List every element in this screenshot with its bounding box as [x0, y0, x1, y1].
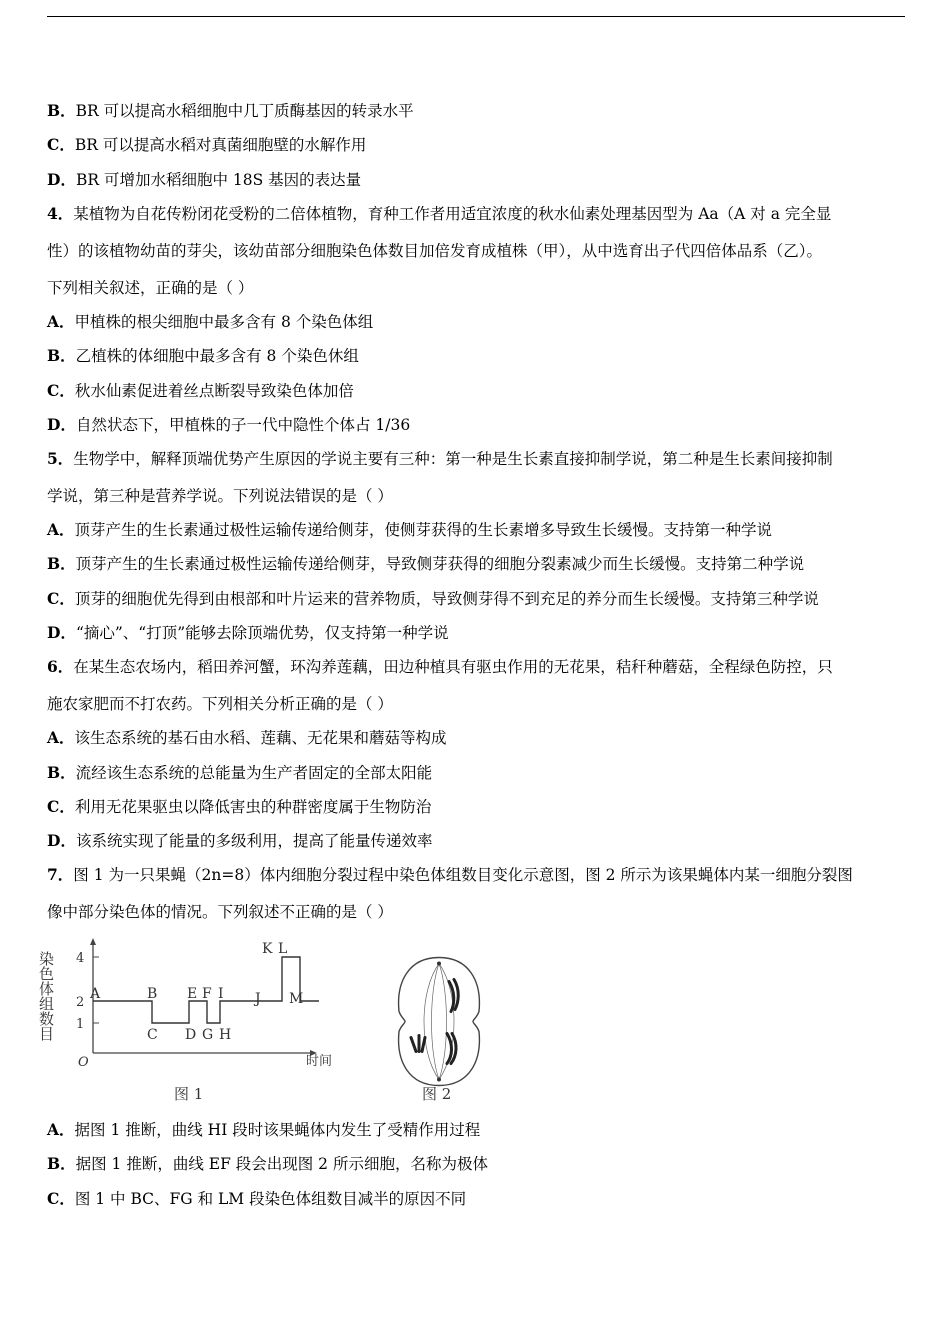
line: A．顶芽产生的生长素通过极性运输传递给侧芽，使侧芽获得的生长素增多导致生长缓慢。支持第一种学说 — [47, 520, 773, 539]
figure-2-cell — [389, 939, 489, 1104]
point-label: D — [185, 1027, 197, 1043]
line: A．据图 1 推断，曲线 HI 段时该果蝇体内发生了受精作用过程 — [47, 1120, 481, 1139]
line: C．顶芽的细胞优先得到由根部和叶片运来的营养物质，导致侧芽得不到充足的养分而生长缓慢。支持第三种学说 — [47, 589, 819, 608]
line: B．顶芽产生的生长素通过极性运输传递给侧芽，导致侧芽获得的细胞分裂素减少而生长缓慢。支持第二种学说 — [47, 554, 805, 573]
line: B．乙植株的体细胞中最多含有 8 个染色休组 — [47, 346, 359, 365]
figure-1-graph — [37, 935, 344, 1105]
line: D．该系统实现了能量的多级利用，提高了能量传递效率 — [47, 831, 433, 850]
caption-figure-2: 图 2 — [422, 1085, 452, 1103]
line: 学说，第三种是营养学说。下列说法错误的是（ ） — [47, 487, 393, 505]
header-rule — [47, 16, 905, 17]
point-label: K — [262, 941, 273, 957]
figure — [37, 935, 484, 1105]
xlabel: 时间 — [306, 1054, 333, 1069]
point-label: L — [278, 941, 288, 957]
line: 像中部分染色体的情况。下列叙述不正确的是（ ） — [47, 903, 393, 921]
point-label: H — [219, 1027, 232, 1043]
line: 施农家肥而不打农药。下列相关分析正确的是（ ） — [47, 695, 393, 713]
point-label: G — [202, 1027, 214, 1043]
line: B．据图 1 推断，曲线 EF 段会出现图 2 所示细胞，名称为极体 — [47, 1154, 488, 1173]
line: D．BR 可增加水稻细胞中 18S 基因的表达量 — [47, 170, 362, 189]
line: A．该生态系统的基石由水稻、莲藕、无花果和蘑菇等构成 — [47, 728, 447, 747]
ylabel-char: 染色体组数目 — [37, 951, 55, 1041]
line: 4．某植物为自花传粉闭花受粉的二倍体植物，育种工作者用适宜浓度的秋水仙素处理基因型为 Aa（A 对 a 完全显 — [47, 204, 832, 223]
line: 5．生物学中，解释顶端优势产生原因的学说主要有三种：第一种是生长素直接抑制学说，第二种是生长素间接抑制 — [47, 449, 833, 468]
point-label: C — [147, 1027, 158, 1043]
line: C．秋水仙素促进着丝点断裂导致染色体加倍 — [47, 381, 354, 400]
line: B．BR 可以提高水稻细胞中几丁质酶基因的转录水平 — [47, 101, 414, 120]
point-label: A — [90, 986, 101, 1002]
point-label: E — [187, 986, 198, 1002]
line: D．自然状态下，甲植株的子一代中隐性个体占 1/36 — [47, 415, 411, 434]
point-label: B — [147, 986, 158, 1002]
caption-figure-1: 图 1 — [174, 1085, 204, 1103]
line: C．图 1 中 BC、FG 和 LM 段染色体组数目减半的原因不同 — [47, 1189, 467, 1208]
line: A．甲植株的根尖细胞中最多含有 8 个染色体组 — [47, 312, 374, 331]
point-label: M — [289, 991, 304, 1007]
line: D．“摘心”、“打顶”能够去除顶端优势，仅支持第一种学说 — [47, 623, 449, 642]
origin-label: O — [78, 1055, 89, 1070]
line: B．流经该生态系统的总能量为生产者固定的全部太阳能 — [47, 763, 433, 782]
point-label: I — [218, 986, 224, 1002]
ytick-label: 4 — [76, 951, 85, 966]
line: 7．图 1 为一只果蝇（2n=8）体内细胞分裂过程中染色体组数目变化示意图，图 2 所示为该果蝇体内某一细胞分裂图 — [47, 865, 853, 884]
point-label: J — [255, 991, 261, 1007]
point-label: F — [202, 986, 212, 1002]
line: 下列相关叙述，正确的是（ ） — [47, 279, 254, 297]
line: 6．在某生态农场内，稻田养河蟹，环沟养莲藕，田边种植具有驱虫作用的无花果，秸秆种蘑菇，全程绿色防控，只 — [47, 657, 833, 676]
ytick-label: 1 — [76, 1017, 85, 1032]
line: C．利用无花果驱虫以降低害虫的种群密度属于生物防治 — [47, 797, 432, 816]
line: C．BR 可以提高水稻对真菌细胞壁的水解作用 — [47, 135, 367, 154]
line: 性）的该植物幼苗的芽尖，该幼苗部分细胞染色体数目加倍发育成植株（甲），从中选育出子代四倍体品系（乙）。 — [47, 242, 823, 260]
ytick-label: 2 — [76, 995, 85, 1010]
